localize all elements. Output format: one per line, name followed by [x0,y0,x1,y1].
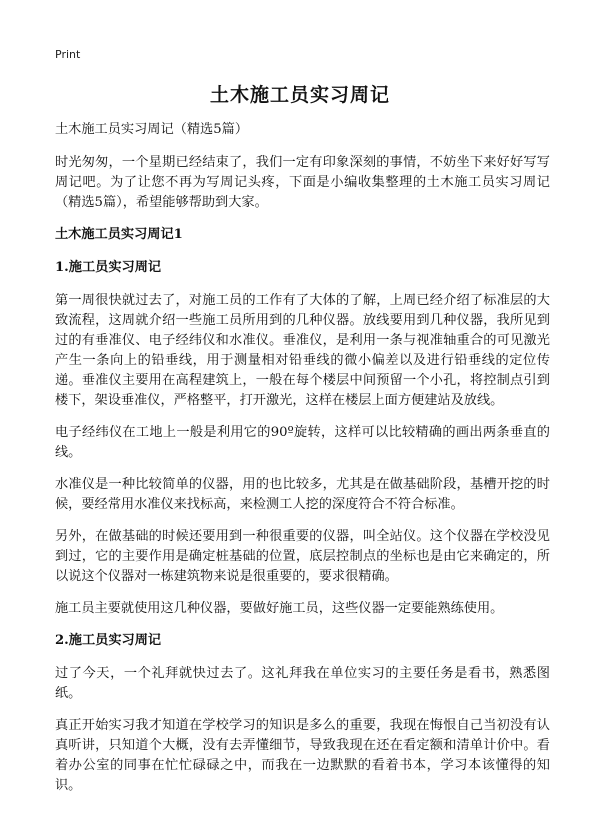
section-heading: 土木施工员实习周记1 [55,227,183,242]
part2-paragraph: 真正开始实习我才知道在学校学习的知识是多么的重要，我现在悔恨自己当初没有认真听讲，只知道个大概，没有去弄懂细节，导致我现在还在看定额和清单计价中。看着办公室的同事在忙忙碌碌之中，而我在一边默默的看着书本，学习本该懂得的知识。 [55,718,550,793]
part2-paragraph: 过了今天，一个礼拜就快过去了。这礼拜我在单位实习的主要任务是看书，熟悉图纸。 [55,666,550,701]
part1-paragraph: 第一周很快就过去了，对施工员的工作有了大体的了解，上周已经介绍了标准层的大致流程，这周就介绍一些施工员所用到的几种仪器。放线要用到几种仪器，我所见到过的有垂准仪、电子经纬仪和水准仪。垂准仪，是利用一条与视准轴重合的可见激光产生一条向上的铅垂线，用于测量相对铅垂线的微小偏差以及进行铅垂线的定位传递。垂准仪主要用在高程建筑上，一般在每个楼层中间预留一个小孔，将控制点引到楼下，架设垂准仪，严格整平，打开激光，这样在楼层上面方便建站及放线。 [55,293,550,408]
part1-paragraph: 另外，在做基础的时候还要用到一种很重要的仪器，叫全站仪。这个仪器在学校没见到过，它的主要作用是确定桩基础的位置，底层控制点的坐标也是由它来确定的，所以说这个仪器对一栋建筑物来说是很重要的，要求很精确。 [55,529,550,584]
part1-paragraph: 施工员主要就使用这几种仪器，要做好施工员，这些仪器一定要能熟练使用。 [55,601,504,616]
print-link[interactable]: Print [55,48,81,61]
document-body [55,120,550,808]
part1-heading: 1.施工员实习周记 [55,260,162,275]
page-title: 土木施工员实习周记 [209,84,390,106]
intro-paragraph: 时光匆匆，一个星期已经结束了，我们一定有印象深刻的事情，不妨坐下来好好写写周记吧。为了让您不再为写周记头疼，下面是小编收集整理的土木施工员实习周记（精选5篇），希望能够帮助到大家。 [55,155,550,210]
part1-paragraph: 电子经纬仪在工地上一般是利用它的90º旋转，这样可以比较精确的画出两条垂直的线。 [55,425,550,460]
part2-heading: 2.施工员实习周记 [55,633,162,648]
part1-paragraph: 水准仪是一种比较简单的仪器，用的也比较多，尤其是在做基础阶段，基槽开挖的时候，要经常用水准仪来找标高，来检测工人挖的深度符合不符合标准。 [55,477,550,512]
document-subtitle: 土木施工员实习周记（精选5篇） [55,122,249,137]
